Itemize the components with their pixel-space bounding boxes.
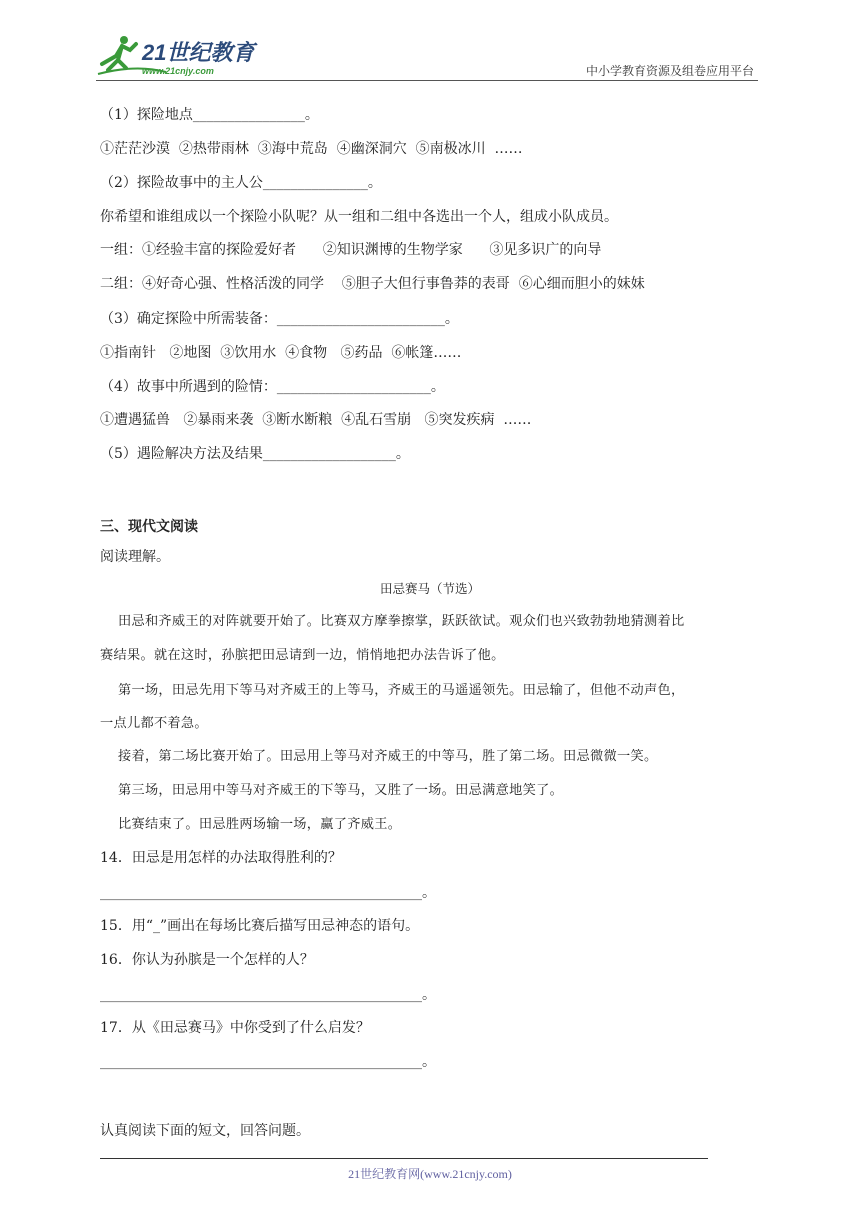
question-16: 16．你认为孙膑是一个怎样的人？	[100, 952, 314, 968]
header-platform-name: 中小学教育资源及组卷应用平台	[585, 64, 754, 78]
section-title: 三、现代文阅读	[100, 519, 198, 535]
story-paragraph-2a: 第一场，田忌先用下等马对齐威王的上等马，齐威王的马遥遥领先。田忌输了，但他不动声色，	[100, 683, 685, 698]
item-protagonist: （2）探险故事中的主人公_______________。	[100, 175, 382, 191]
next-passage-prompt: 认真阅读下面的短文，回答问题。	[100, 1123, 310, 1139]
item-location: （1）探险地点________________。	[100, 107, 319, 123]
item-solution: （5）遇险解决方法及结果___________________。	[100, 446, 410, 462]
question-17: 17．从《田忌赛马》中你受到了什么启发？	[100, 1020, 370, 1036]
item-equipment: （3）确定探险中所需装备：________________________。	[100, 311, 459, 327]
story-paragraph-2b: 一点儿都不着急。	[100, 716, 208, 731]
page-header	[96, 34, 758, 81]
group-two-options: 二组：④好奇心强、性格活泼的同学 ⑤胆子大但行事鲁莽的表哥 ⑥心细而胆小的妹妹	[100, 276, 645, 292]
logo-21cnjy	[96, 34, 266, 78]
team-instruction: 你希望和谁组成以一个探险小队呢？从一组和二组中各选出一个人，组成小队成员。	[100, 209, 618, 225]
item-dangers: （4）故事中所遇到的险情：______________________。	[100, 379, 445, 395]
svg-text:21世纪教育: 21世纪教育	[142, 40, 255, 65]
answer-blank-14[interactable]: ______________________________________________。	[100, 885, 436, 901]
svg-text:www.21cnjy.com: www.21cnjy.com	[142, 66, 214, 76]
story-paragraph-3: 接着，第二场比赛开始了。田忌用上等马对齐威王的中等马，胜了第二场。田忌微微一笑。	[100, 749, 658, 764]
story-title: 田忌赛马（节选）	[379, 581, 480, 596]
section-intro: 阅读理解。	[100, 549, 170, 565]
story-paragraph-1a: 田忌和齐威王的对阵就要开始了。比赛双方摩拳擦掌，跃跃欲试。观众们也兴致勃勃地猜测着比	[100, 614, 685, 629]
danger-options: ①遭遇猛兽 ②暴雨来袭 ③断水断粮 ④乱石雪崩 ⑤突发疾病 ……	[100, 412, 532, 428]
footer-site[interactable]: 21世纪教育网(www.21cnjy.com)	[348, 1167, 512, 1181]
answer-blank-17[interactable]: ______________________________________________。	[100, 1054, 436, 1070]
answer-blank-16[interactable]: ______________________________________________。	[100, 987, 436, 1003]
equipment-options: ①指南针 ②地图 ③饮用水 ④食物 ⑤药品 ⑥帐篷……	[100, 345, 462, 361]
location-options: ①茫茫沙漠 ②热带雨林 ③海中荒岛 ④幽深洞穴 ⑤南极冰川 ……	[100, 141, 523, 157]
group-one-options: 一组：①经验丰富的探险爱好者 ②知识渊博的生物学家 ③见多识广的向导	[100, 242, 602, 258]
story-paragraph-1b: 赛结果。就在这时，孙膑把田忌请到一边，悄悄地把办法告诉了他。	[100, 648, 505, 663]
footer-divider	[100, 1158, 708, 1159]
question-15: 15．用“_”画出在每场比赛后描写田忌神态的语句。	[100, 918, 420, 934]
question-14: 14．田忌是用怎样的办法取得胜利的？	[100, 850, 342, 866]
story-paragraph-5: 比赛结束了。田忌胜两场输一场，赢了齐威王。	[100, 817, 402, 832]
story-paragraph-4: 第三场，田忌用中等马对齐威王的下等马，又胜了一场。田忌满意地笑了。	[100, 783, 564, 798]
